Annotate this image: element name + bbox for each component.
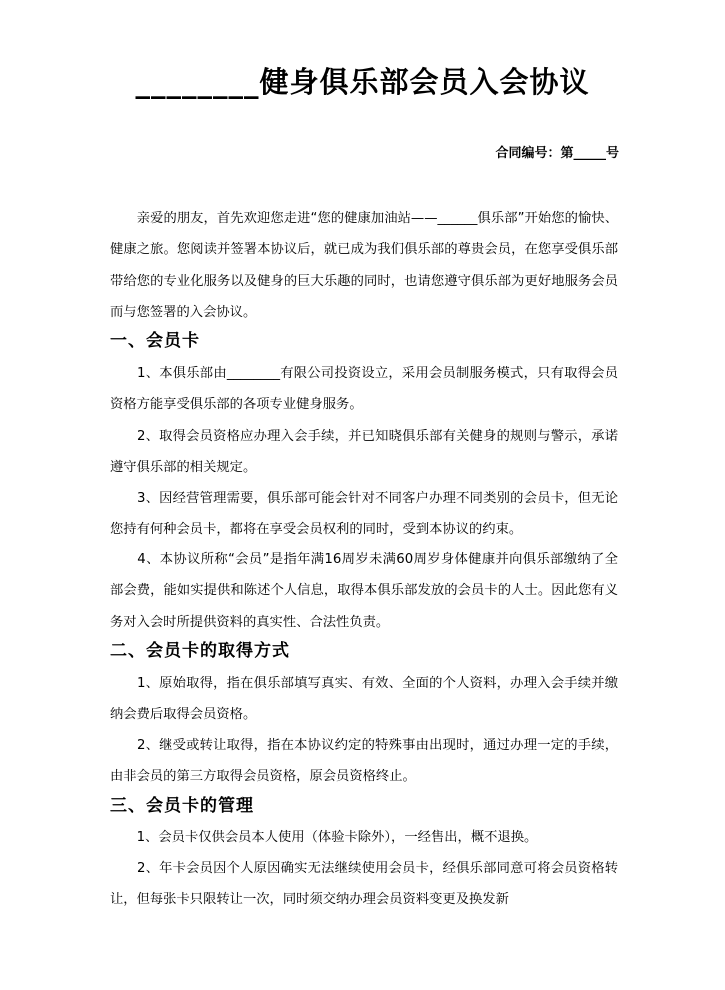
section-1-item-4: 4、本协议所称“会员”是指年满16周岁未满60周岁身体健康并向俱乐部缴纳了全部会费，能如实提供和陈述个人信息，取得本俱乐部发放的会员卡的人士。因此您有义务对入会时所提供资料的真实性、合法性负责。 [110, 552, 618, 630]
section-2-item-1: 1、原始取得，指在俱乐部填写真实、有效、全面的个人资料，办理入会手续并缴纳会费后取得会员资格。 [110, 676, 618, 723]
section-3-heading: 三、会员卡的管理 [110, 796, 254, 816]
section-3-item-1: 1、会员卡仅供会员本人使用（体验卡除外），一经售出，概不退换。 [110, 830, 538, 845]
section-1-item-2: 2、取得会员资格应办理入会手续，并已知晓俱乐部有关健身的规则与警示，承诺遵守俱乐部的相关规定。 [110, 429, 618, 476]
section-1-item-1: 1、本俱乐部由________有限公司投资设立，采用会员制服务模式，只有取得会员资格方能享受俱乐部的各项专业健身服务。 [110, 366, 618, 413]
intro-paragraph: 亲爱的朋友，首先欢迎您走进“您的健康加油站——______俱乐部”开始您的愉快、健康之旅。您阅读并签署本协议后，就已成为我们俱乐部的尊贵会员，在您享受俱乐部带给您的专业化服务以及健身的巨大乐趣的同时，也请您遵守俱乐部为更好地服务会员而与您签署的入会协议。 [110, 211, 618, 321]
section-2-heading: 二、会员卡的取得方式 [110, 641, 290, 661]
section-1-heading: 一、会员卡 [110, 331, 200, 351]
document-title: ________健身俱乐部会员入会协议 [135, 65, 590, 99]
contract-number: 合同编号：第_____号 [495, 146, 619, 161]
section-1-item-3: 3、因经营管理需要，俱乐部可能会针对不同客户办理不同类别的会员卡，但无论您持有何种会员卡，都将在享受会员权利的同时，受到本协议的约束。 [110, 491, 618, 538]
section-3-item-2: 2、年卡会员因个人原因确实无法继续使用会员卡，经俱乐部同意可将会员资格转让，但每张卡只限转让一次，同时须交纳办理会员资料变更及换发新 [110, 861, 618, 908]
section-2-item-2: 2、继受或转让取得，指在本协议约定的特殊事由出现时，通过办理一定的手续，由非会员的第三方取得会员资格，原会员资格终止。 [110, 738, 618, 785]
